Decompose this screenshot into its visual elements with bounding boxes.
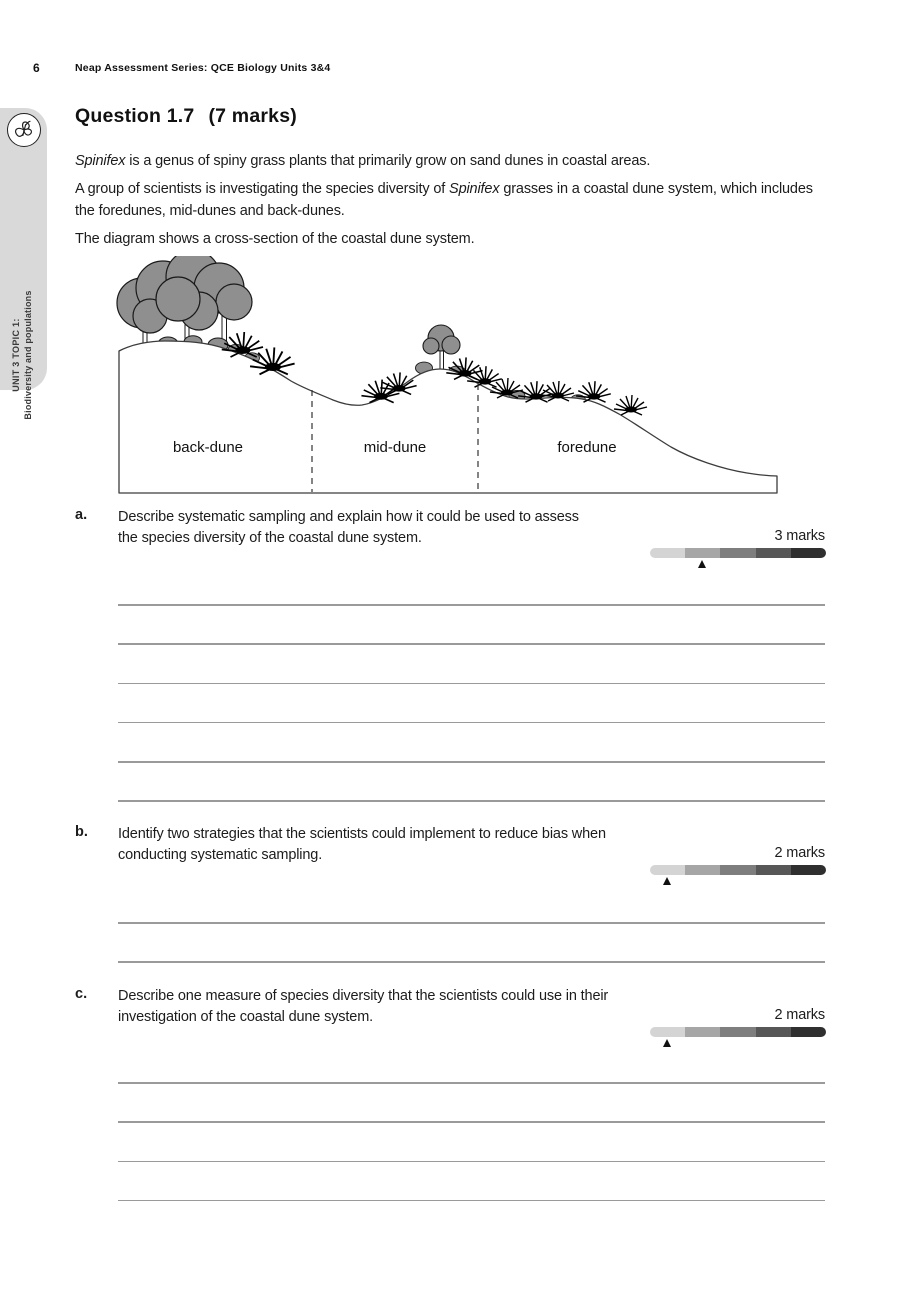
question-marks-total: (7 marks) bbox=[208, 105, 297, 127]
answer-line[interactable] bbox=[118, 800, 825, 802]
answer-line[interactable] bbox=[118, 922, 825, 924]
topic-line: Biodiversity and populations bbox=[23, 290, 33, 420]
question-c-difficulty bbox=[650, 1027, 826, 1049]
question-b-line2: conducting systematic sampling. bbox=[118, 847, 323, 863]
unit-line: UNIT 3 TOPIC 1: bbox=[11, 318, 21, 392]
unit-topic-tab bbox=[0, 108, 47, 420]
paragraph-text: is a genus of spiny grass plants that primarily grow on sand dunes in coastal areas. bbox=[125, 153, 651, 169]
difficulty-marker-icon bbox=[698, 560, 706, 568]
genus-name: Spinifex bbox=[449, 181, 500, 197]
answer-line[interactable] bbox=[118, 683, 825, 685]
answer-line[interactable] bbox=[118, 1161, 825, 1163]
answer-line[interactable] bbox=[118, 1200, 825, 1202]
question-a-marks: 3 marks bbox=[774, 528, 825, 544]
question-b-marks: 2 marks bbox=[774, 845, 825, 861]
answer-line[interactable] bbox=[118, 961, 825, 963]
answer-line[interactable] bbox=[118, 761, 825, 763]
intro-paragraph-1 bbox=[75, 151, 823, 173]
answer-line[interactable] bbox=[118, 722, 825, 724]
dune-terrain bbox=[119, 341, 777, 493]
question-a-letter: a. bbox=[75, 507, 88, 523]
question-c-answer-area[interactable] bbox=[118, 1082, 825, 1239]
answer-line[interactable] bbox=[118, 1082, 825, 1084]
paragraph-text: A group of scientists is investigating the species diversity of bbox=[75, 181, 450, 197]
answer-line[interactable] bbox=[118, 604, 825, 606]
question-a-text bbox=[118, 507, 749, 549]
question-a-line1: Describe systematic sampling and explain how it could be used to assess bbox=[118, 509, 579, 525]
question-b-line1: Identify two strategies that the scientists could implement to reduce bias when bbox=[118, 826, 606, 842]
foredune-label: foredune bbox=[557, 439, 617, 456]
intro-paragraph-2 bbox=[75, 179, 823, 222]
page-number: 6 bbox=[33, 61, 40, 75]
answer-line[interactable] bbox=[118, 1121, 825, 1123]
question-a-answer-area[interactable] bbox=[118, 604, 825, 840]
question-b-difficulty bbox=[650, 865, 826, 887]
dune-cross-section-diagram bbox=[105, 256, 795, 496]
question-c-line2: investigation of the coastal dune system. bbox=[118, 1009, 373, 1025]
question-a-line2: the species diversity of the coastal dune system. bbox=[118, 530, 422, 546]
question-a-difficulty bbox=[650, 548, 826, 570]
page-header: Neap Assessment Series: QCE Biology Units 3&4 bbox=[75, 62, 331, 74]
question-b-text bbox=[118, 824, 749, 866]
question-c-text bbox=[118, 986, 749, 1028]
question-title bbox=[75, 105, 297, 128]
butterfly-icon bbox=[7, 113, 41, 147]
mid-dune-label: mid-dune bbox=[363, 439, 427, 456]
difficulty-marker-icon bbox=[663, 1039, 671, 1047]
difficulty-marker-icon bbox=[663, 877, 671, 885]
question-c-marks: 2 marks bbox=[774, 1007, 825, 1023]
difficulty-gradient-bar bbox=[650, 1027, 826, 1037]
paragraph-text: grasses in a coastal dune system, which includes the foredunes, mid-dunes and back-dunes. bbox=[75, 181, 813, 219]
back-dune-label: back-dune bbox=[172, 439, 244, 456]
question-b-letter: b. bbox=[75, 824, 88, 840]
question-c-letter: c. bbox=[75, 986, 88, 1002]
difficulty-gradient-bar bbox=[650, 548, 826, 558]
genus-name: Spinifex bbox=[75, 153, 126, 169]
question-c-line1: Describe one measure of species diversity that the scientists could use in their bbox=[118, 988, 609, 1004]
difficulty-gradient-bar bbox=[650, 865, 826, 875]
question-number: Question 1.7 bbox=[75, 105, 195, 127]
intro-paragraph-3: The diagram shows a cross-section of the coastal dune system. bbox=[75, 231, 475, 247]
answer-line[interactable] bbox=[118, 643, 825, 645]
unit-topic-label bbox=[10, 215, 38, 495]
